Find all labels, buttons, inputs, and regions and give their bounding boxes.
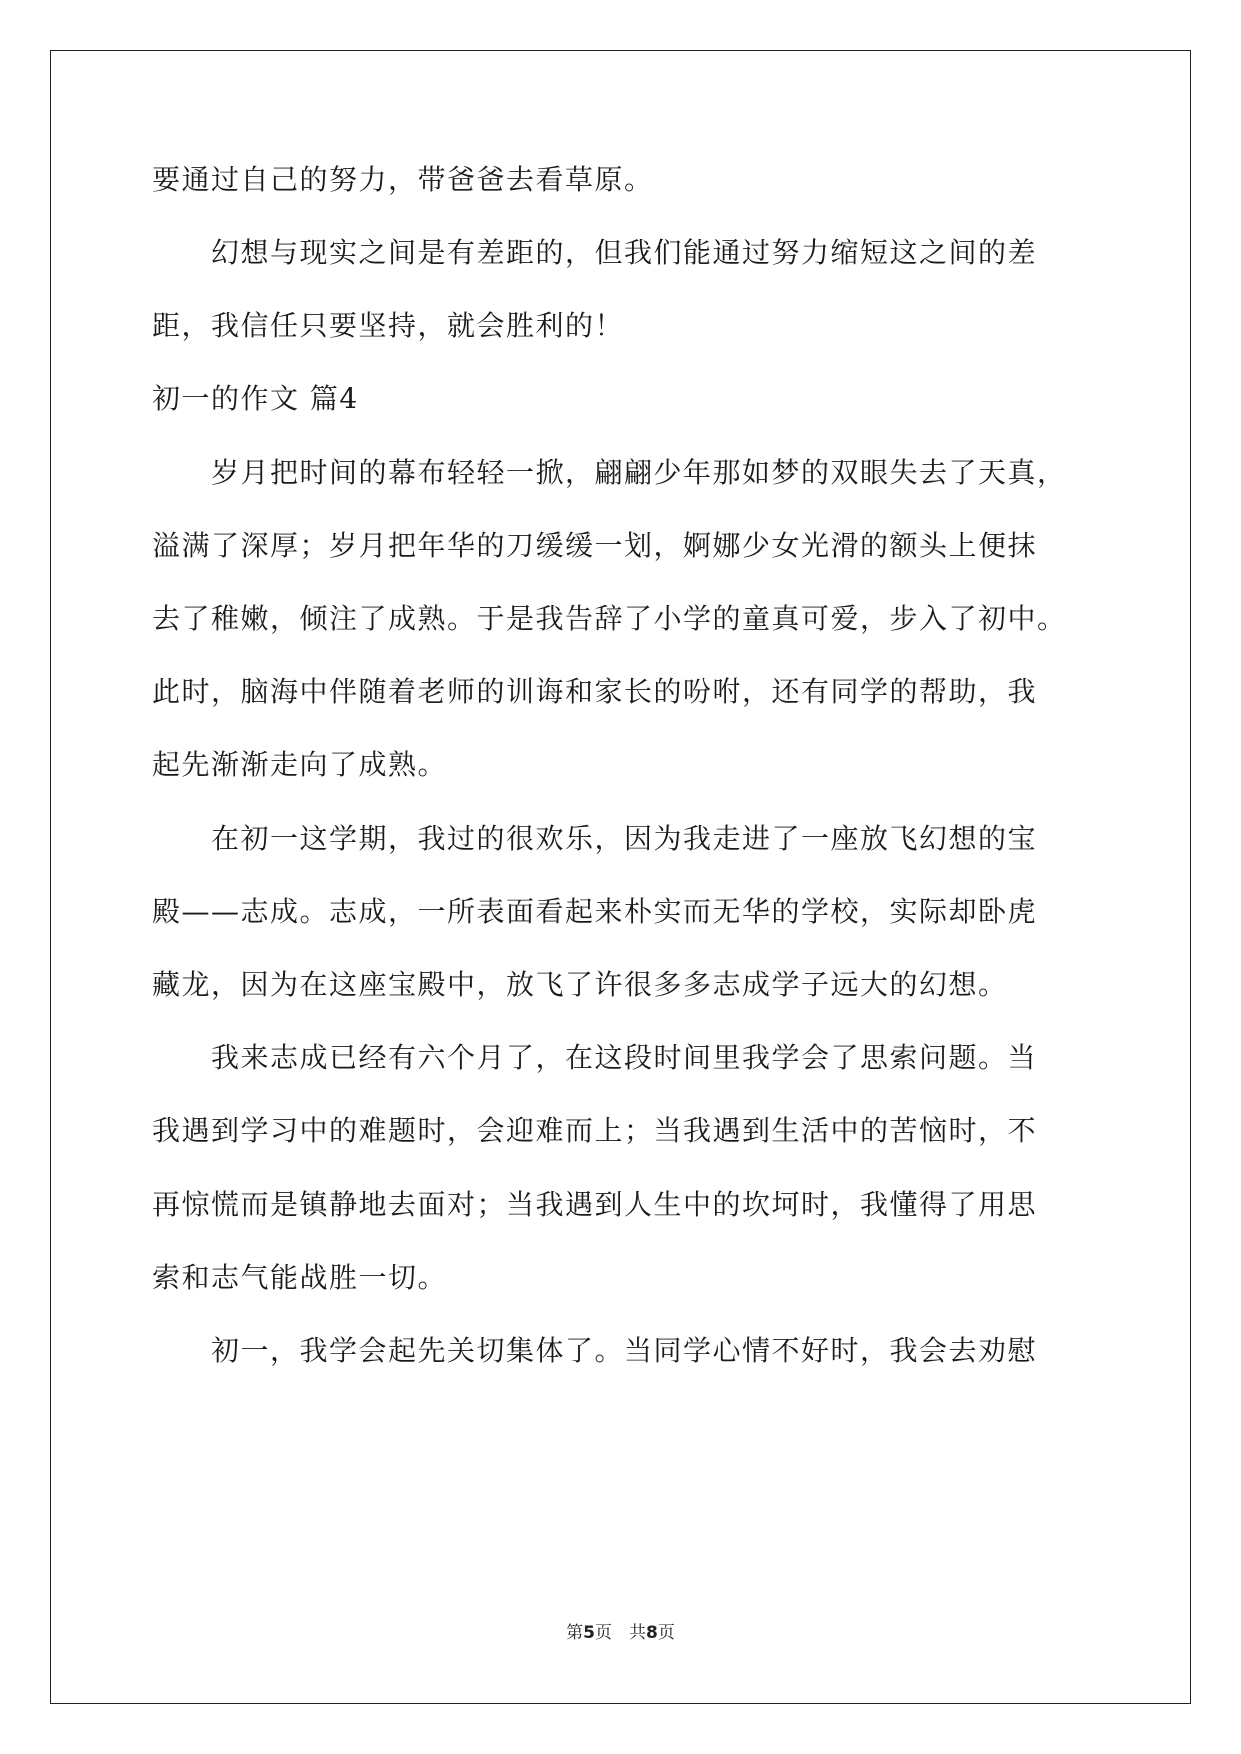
page-border bbox=[50, 50, 1191, 1704]
text-line: 起先渐渐走向了成熟。 bbox=[152, 748, 448, 781]
footer-suffix: 页 bbox=[657, 1623, 675, 1643]
text-line: 再惊慌而是镇静地去面对；当我遇到人生中的坎坷时，我懂得了用思 bbox=[152, 1188, 1038, 1221]
text-line: 溢满了深厚；岁月把年华的刀缓缓一划，婀娜少女光滑的额头上便抹 bbox=[152, 529, 1038, 562]
text-line: 在初一这学期，我过的很欢乐，因为我走进了一座放飞幻想的宝 bbox=[152, 822, 1038, 855]
footer-middle: 页 共 bbox=[595, 1623, 646, 1643]
text-line: 殿——志成。志成，一所表面看起来朴实而无华的学校，实际却卧虎 bbox=[152, 895, 1038, 928]
text-line: 此时，脑海中伴随着老师的训诲和家长的吩咐，还有同学的帮助，我 bbox=[152, 675, 1038, 708]
text-line: 距，我信任只要坚持，就会胜利的！ bbox=[152, 309, 625, 342]
page-footer bbox=[0, 1618, 1241, 1643]
section-heading: 初一的作文 篇4 bbox=[152, 382, 359, 415]
text-line: 去了稚嫩，倾注了成熟。于是我告辞了小学的童真可爱，步入了初中。 bbox=[152, 602, 1067, 635]
text-line: 藏龙，因为在这座宝殿中，放飞了许很多多志成学子远大的幻想。 bbox=[152, 968, 1008, 1001]
current-page-number: 5 bbox=[583, 1623, 595, 1643]
text-line: 我来志成已经有六个月了，在这段时间里我学会了思索问题。当 bbox=[152, 1041, 1038, 1074]
footer-prefix: 第 bbox=[566, 1623, 584, 1643]
text-line: 要通过自己的努力，带爸爸去看草原。 bbox=[152, 163, 654, 196]
text-line: 初一，我学会起先关切集体了。当同学心情不好时，我会去劝慰 bbox=[152, 1334, 1038, 1367]
text-line: 岁月把时间的幕布轻轻一掀，翩翩少年那如梦的双眼失去了天真， bbox=[152, 456, 1067, 489]
text-line: 我遇到学习中的难题时，会迎难而上；当我遇到生活中的苦恼时，不 bbox=[152, 1114, 1038, 1147]
text-line: 幻想与现实之间是有差距的，但我们能通过努力缩短这之间的差 bbox=[152, 236, 1038, 269]
total-page-count: 8 bbox=[646, 1623, 658, 1643]
text-line: 索和志气能战胜一切。 bbox=[152, 1261, 448, 1294]
